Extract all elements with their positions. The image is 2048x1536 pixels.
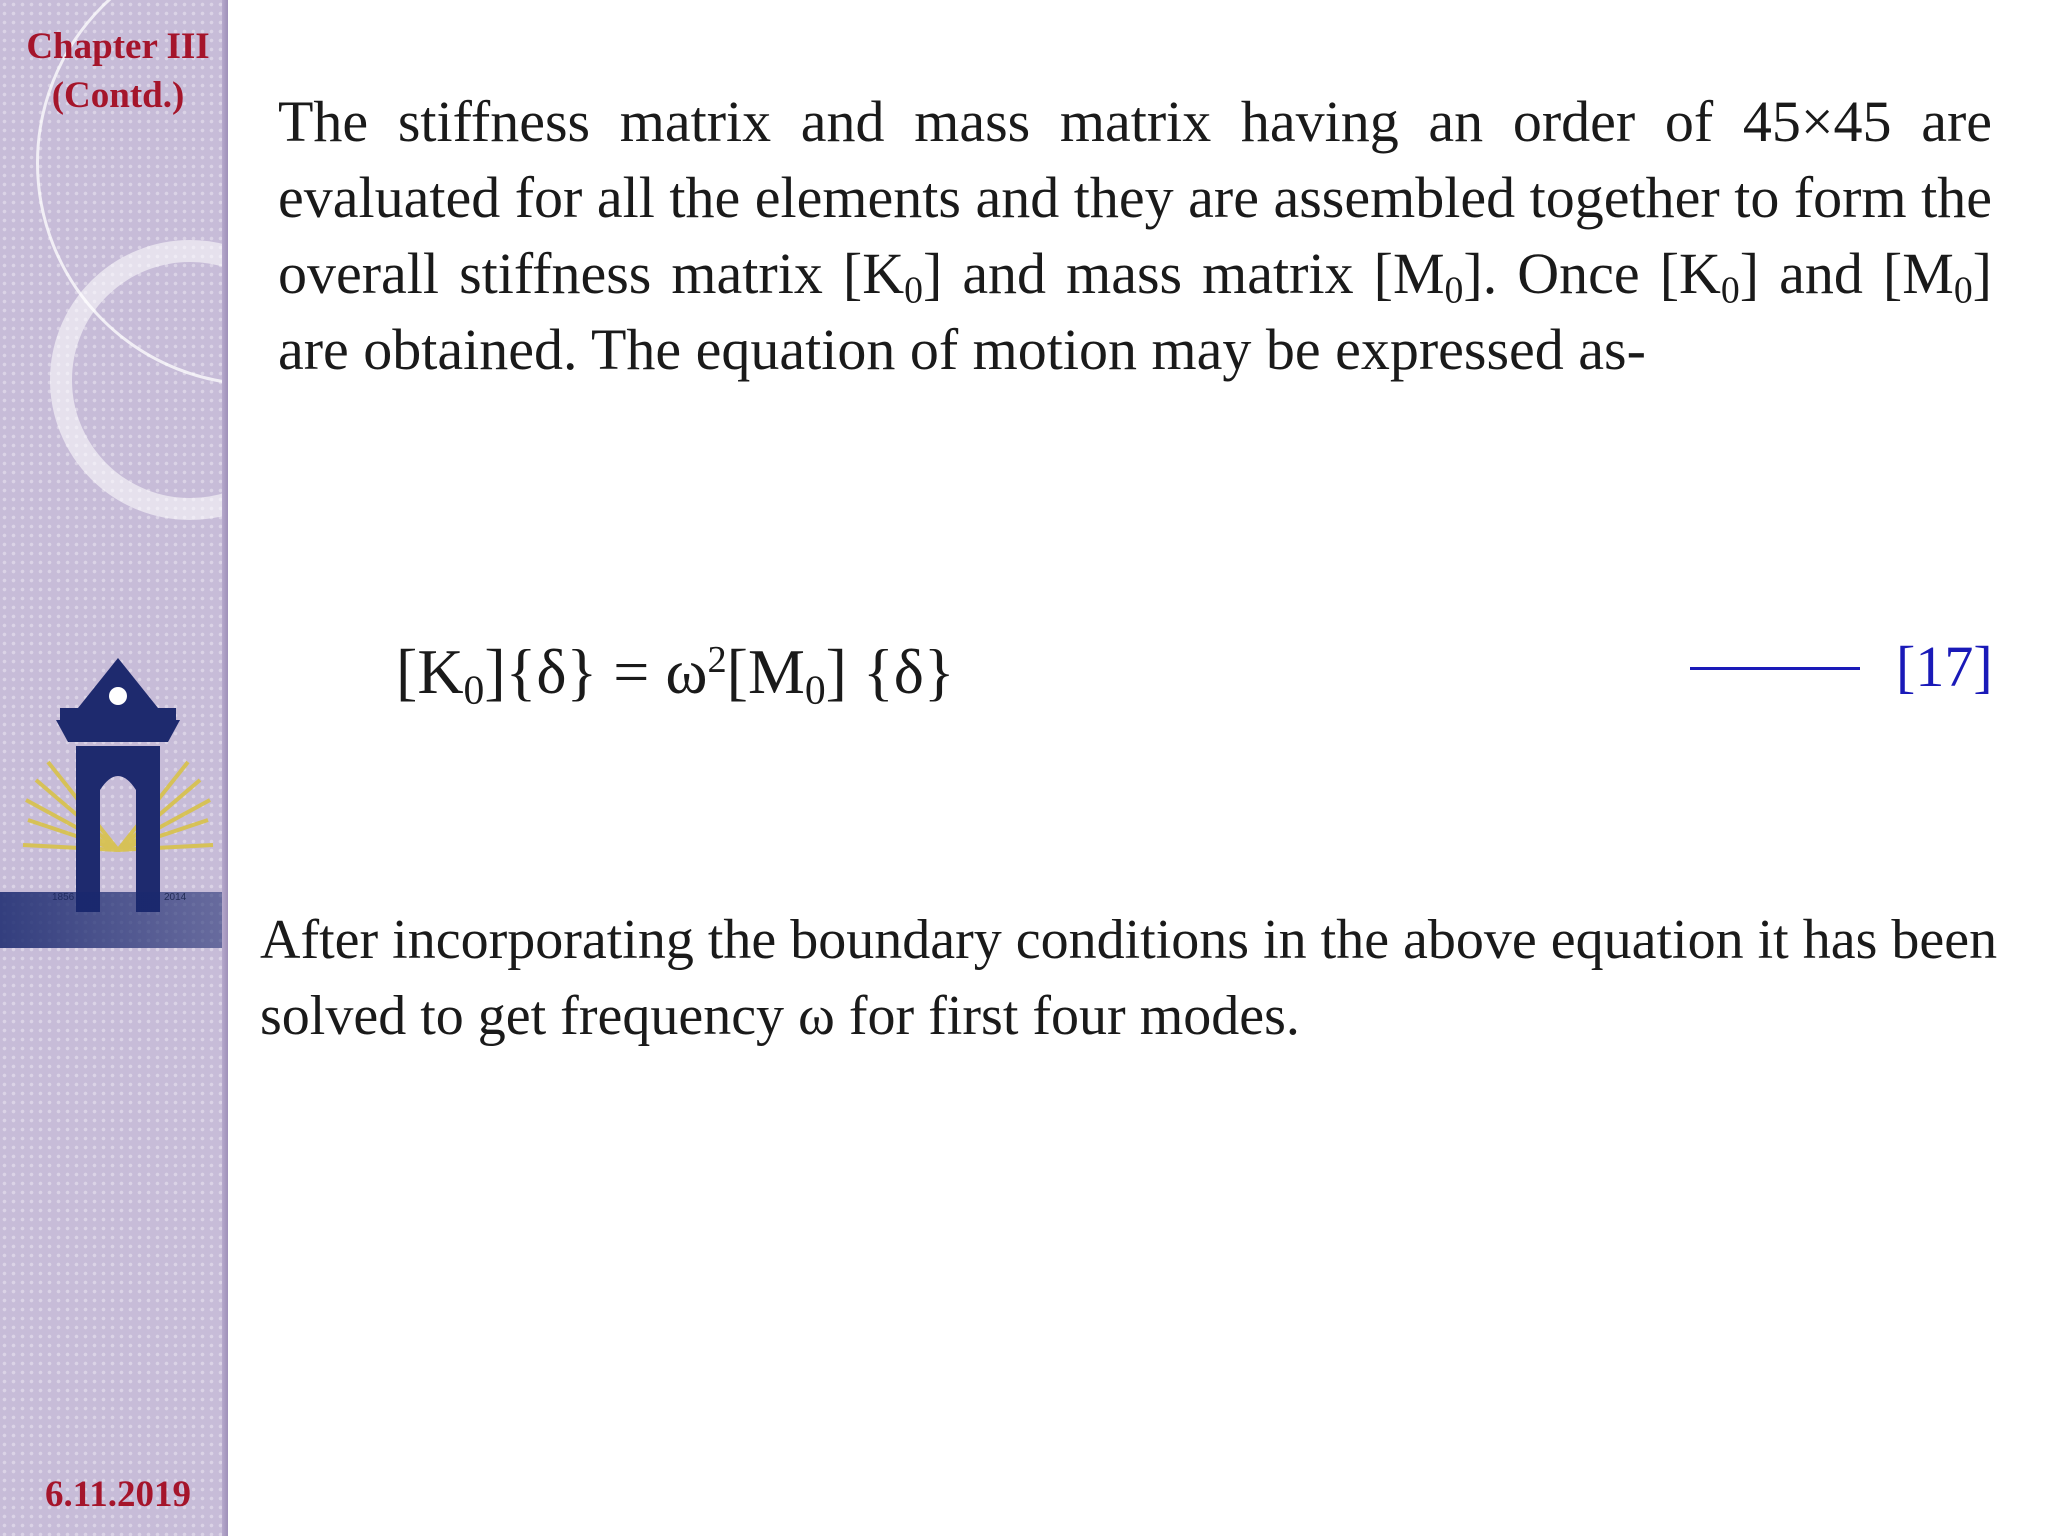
chapter-title: Chapter III <box>26 26 210 67</box>
intro-text-3: ]. Once [K <box>1463 241 1721 306</box>
slide-date: 6.11.2019 <box>45 1474 191 1515</box>
subscript-m0: 0 <box>1953 269 1973 312</box>
equation-part-1: [K <box>396 636 464 707</box>
equation-subscript-m0: 0 <box>804 666 826 713</box>
equation-number: [17] <box>1896 634 1993 699</box>
intro-text-1: The stiffness matrix and mass matrix having an order of 45×45 are evaluated for all the elements and they are assembled together to form the overall stiffness matrix [K <box>278 89 1992 306</box>
intro-paragraph <box>278 84 1992 388</box>
equation-part-4: ] {δ} <box>825 636 955 707</box>
chapter-label <box>0 22 228 120</box>
chapter-contd: (Contd.) <box>51 75 185 116</box>
equation-part-3: [M <box>726 636 805 707</box>
intro-text-2: ] and mass matrix [M <box>922 241 1445 306</box>
intro-text-4: ] and [M <box>1739 241 1954 306</box>
equation-part-2: ]{δ} = ω <box>484 636 708 707</box>
subscript-m0: 0 <box>1444 269 1464 312</box>
slide-sidebar <box>0 0 228 1536</box>
logo-motto-band <box>0 892 222 948</box>
equation-superscript-2: 2 <box>707 638 727 681</box>
equation-subscript-k0: 0 <box>463 666 485 713</box>
conclusion-paragraph: After incorporating the boundary conditions in the above equation it has been solved to get frequency ω for first four modes. <box>260 909 1998 1047</box>
intro-text-5: ] are obtained. The equation of motion may be expressed as- <box>278 241 1992 382</box>
equation-leader-line <box>1690 667 1860 670</box>
decorative-ring-thick <box>50 240 228 520</box>
subscript-k0: 0 <box>1720 269 1740 312</box>
equation-of-motion <box>396 632 955 712</box>
subscript-k0: 0 <box>904 269 923 312</box>
